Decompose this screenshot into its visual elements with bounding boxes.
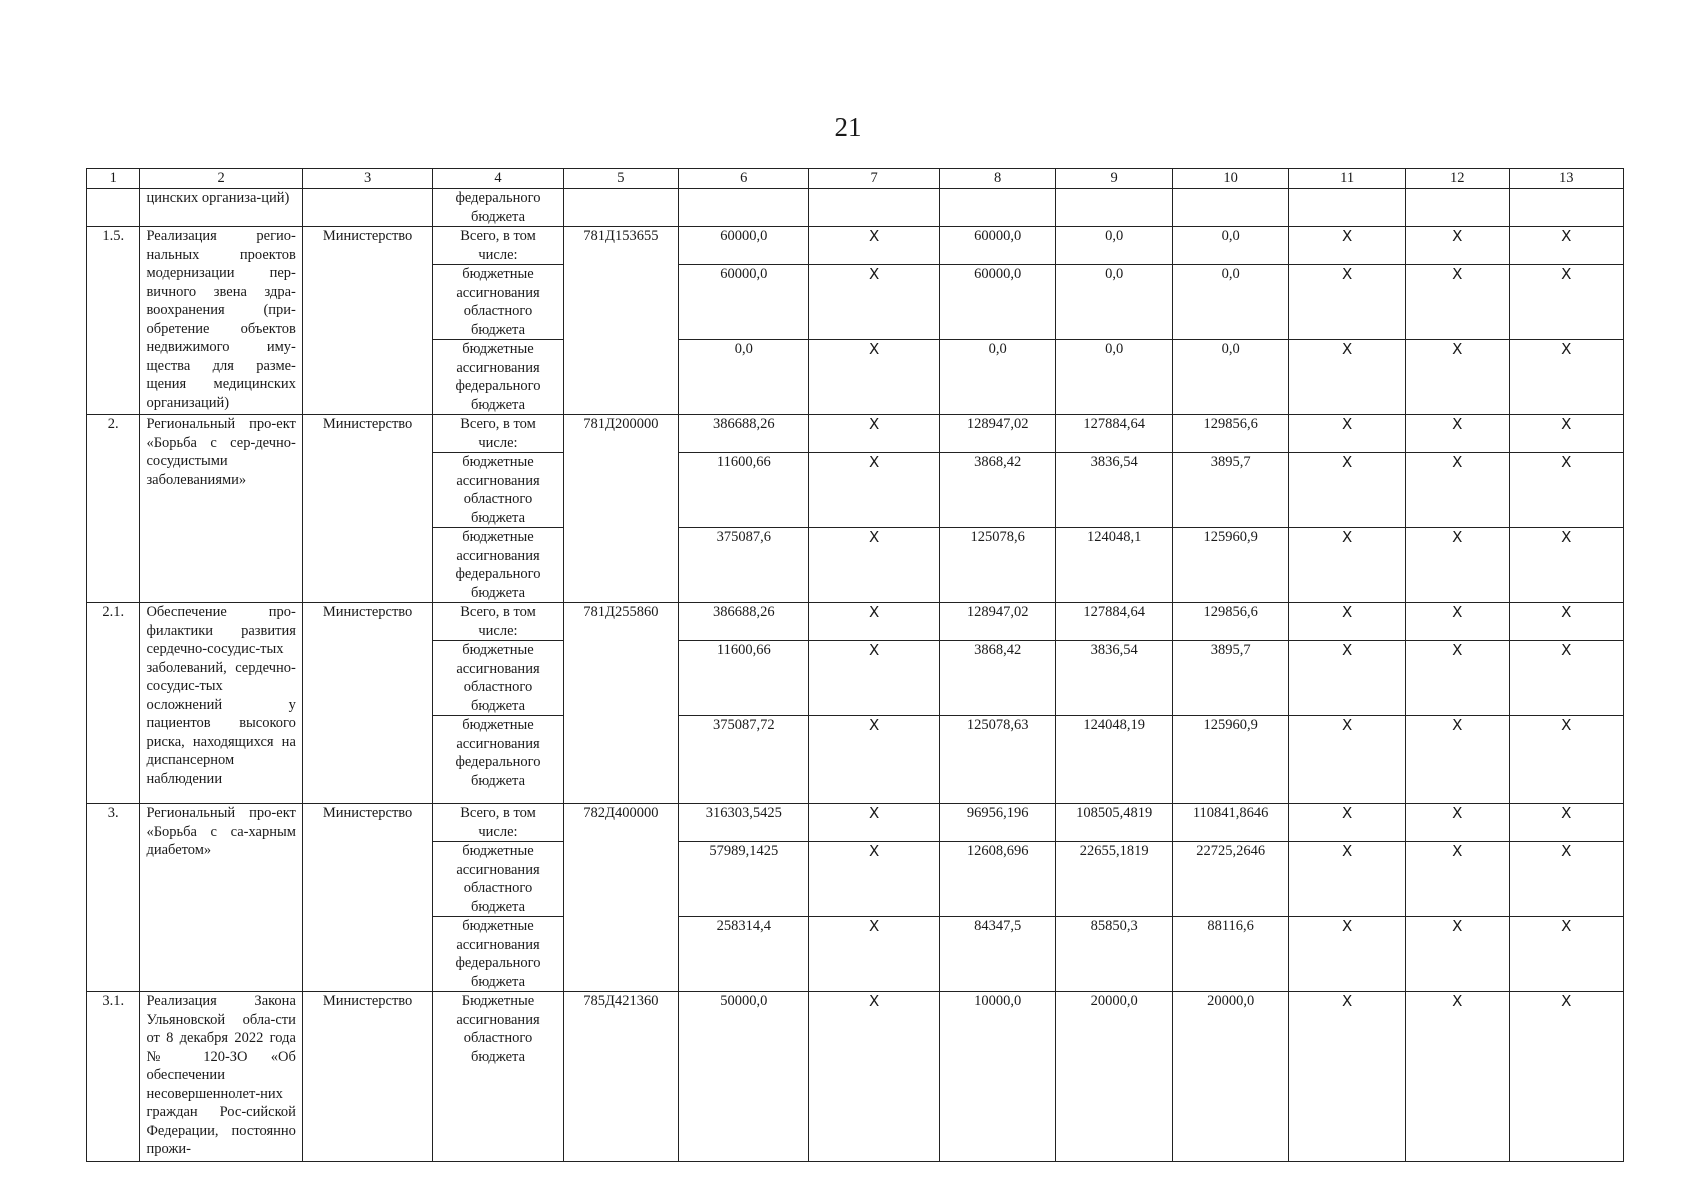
value-cell: X (809, 415, 939, 453)
value-cell: 3836,54 (1056, 453, 1173, 528)
value-cell: 127884,64 (1056, 415, 1173, 453)
value-cell: 375087,6 (679, 528, 809, 603)
value-cell: X (1289, 340, 1406, 415)
funding-source-cell: бюджетные ассигнования федерального бюджета (433, 716, 563, 804)
value-cell: 124048,1 (1056, 528, 1173, 603)
executor-cell: Министерство (302, 227, 432, 415)
value-cell: X (1509, 340, 1623, 415)
value-cell: 60000,0 (939, 265, 1056, 340)
value-cell: 125960,9 (1172, 528, 1289, 603)
item-name-cell: Реализация Закона Ульяновской обла-сти от 8 декабря 2022 года № 120-ЗО «Об обеспечении несовершеннолет-них граждан Рос-сийской Федерации, постоянно прожи- (140, 992, 302, 1162)
page-number: 21 (834, 112, 862, 142)
value-cell (809, 189, 939, 227)
column-number: 6 (679, 169, 809, 189)
value-cell: 0,0 (1172, 227, 1289, 265)
value-cell: 22655,1819 (1056, 842, 1173, 917)
value-cell: 0,0 (1056, 265, 1173, 340)
column-number: 13 (1509, 169, 1623, 189)
value-cell (939, 189, 1056, 227)
value-cell: X (1509, 992, 1623, 1162)
table-row (87, 415, 1624, 453)
value-cell (1405, 189, 1509, 227)
value-cell: X (1405, 453, 1509, 528)
table-row (87, 189, 1624, 227)
value-cell: 11600,66 (679, 453, 809, 528)
value-cell: X (1289, 641, 1406, 716)
item-name-cell: Реализация регио-нальных проектов модернизации пер-вичного звена здра-воохранения (при-обретение объектов недвижимого иму-щества для разме-щения медицинских организаций) (140, 227, 302, 415)
table-row (87, 227, 1624, 265)
funding-source-cell: бюджетные ассигнования федерального бюджета (433, 917, 563, 992)
value-cell: X (1509, 227, 1623, 265)
value-cell: 386688,26 (679, 603, 809, 641)
executor-cell (302, 189, 432, 227)
value-cell: X (1509, 603, 1623, 641)
value-cell: 128947,02 (939, 415, 1056, 453)
value-cell: X (1289, 227, 1406, 265)
value-cell (1509, 189, 1623, 227)
value-cell: 386688,26 (679, 415, 809, 453)
value-cell: X (809, 528, 939, 603)
column-number: 9 (1056, 169, 1173, 189)
budget-code-cell: 782Д400000 (563, 804, 678, 992)
value-cell: X (809, 917, 939, 992)
column-number: 10 (1172, 169, 1289, 189)
value-cell: X (1509, 804, 1623, 842)
value-cell: 60000,0 (679, 265, 809, 340)
budget-code-cell: 781Д255860 (563, 603, 678, 804)
value-cell: 50000,0 (679, 992, 809, 1162)
value-cell: 20000,0 (1056, 992, 1173, 1162)
value-cell: 258314,4 (679, 917, 809, 992)
value-cell: X (1509, 917, 1623, 992)
value-cell: X (1405, 528, 1509, 603)
value-cell: X (809, 716, 939, 804)
value-cell: 11600,66 (679, 641, 809, 716)
item-number-cell: 2.1. (87, 603, 140, 804)
value-cell: 12608,696 (939, 842, 1056, 917)
value-cell: 0,0 (1056, 227, 1173, 265)
funding-source-cell: бюджетные ассигнования областного бюджета (433, 842, 563, 917)
value-cell: 10000,0 (939, 992, 1056, 1162)
value-cell: 129856,6 (1172, 603, 1289, 641)
item-name-cell: Региональный про-ект «Борьба с сер-дечно-сосудистыми заболеваниями» (140, 415, 302, 603)
item-number-cell (87, 189, 140, 227)
value-cell (1289, 189, 1406, 227)
value-cell: X (1405, 716, 1509, 804)
value-cell: 0,0 (1056, 340, 1173, 415)
value-cell: 3895,7 (1172, 453, 1289, 528)
value-cell: X (809, 641, 939, 716)
value-cell: X (1405, 603, 1509, 641)
value-cell: X (1405, 641, 1509, 716)
value-cell: X (809, 804, 939, 842)
value-cell: 108505,4819 (1056, 804, 1173, 842)
value-cell: X (809, 842, 939, 917)
value-cell: X (809, 340, 939, 415)
value-cell: X (1509, 528, 1623, 603)
funding-source-cell: Всего, в том числе: (433, 227, 563, 265)
value-cell: X (1405, 265, 1509, 340)
table-row (87, 992, 1624, 1162)
value-cell: X (1509, 265, 1623, 340)
value-cell: X (809, 265, 939, 340)
table-row (87, 603, 1624, 641)
executor-cell: Министерство (302, 415, 432, 603)
value-cell: X (1289, 716, 1406, 804)
value-cell: 3836,54 (1056, 641, 1173, 716)
value-cell: 110841,8646 (1172, 804, 1289, 842)
column-number: 8 (939, 169, 1056, 189)
value-cell: X (809, 603, 939, 641)
value-cell: 0,0 (1172, 340, 1289, 415)
value-cell: 60000,0 (939, 227, 1056, 265)
value-cell: X (809, 992, 939, 1162)
value-cell: 0,0 (1172, 265, 1289, 340)
value-cell: 125078,6 (939, 528, 1056, 603)
value-cell: X (1289, 842, 1406, 917)
value-cell: X (1509, 453, 1623, 528)
value-cell: 128947,02 (939, 603, 1056, 641)
value-cell: X (1509, 842, 1623, 917)
value-cell: X (1289, 917, 1406, 992)
value-cell: X (1405, 227, 1509, 265)
funding-source-cell: федерального бюджета (433, 189, 563, 227)
value-cell: 20000,0 (1172, 992, 1289, 1162)
value-cell: X (1405, 917, 1509, 992)
item-name-cell: цинских организа-ций) (140, 189, 302, 227)
column-number: 7 (809, 169, 939, 189)
value-cell: 60000,0 (679, 227, 809, 265)
column-number: 5 (563, 169, 678, 189)
funding-source-cell: бюджетные ассигнования федерального бюджета (433, 528, 563, 603)
item-name-cell: Региональный про-ект «Борьба с са-харным диабетом» (140, 804, 302, 992)
value-cell: 3868,42 (939, 453, 1056, 528)
value-cell: 57989,1425 (679, 842, 809, 917)
value-cell: X (1289, 453, 1406, 528)
value-cell: 124048,19 (1056, 716, 1173, 804)
value-cell: 22725,2646 (1172, 842, 1289, 917)
value-cell (1056, 189, 1173, 227)
item-name-cell: Обеспечение про-филактики развития сердечно-сосудис-тых заболеваний, сердечно-сосудис-тых осложнений у пациентов высокого риска, находящихся на диспансерном наблюдении (140, 603, 302, 804)
value-cell: X (1509, 716, 1623, 804)
value-cell: X (1289, 603, 1406, 641)
value-cell: X (1289, 992, 1406, 1162)
item-number-cell: 3. (87, 804, 140, 992)
item-number-cell: 2. (87, 415, 140, 603)
budget-code-cell: 781Д200000 (563, 415, 678, 603)
value-cell: 85850,3 (1056, 917, 1173, 992)
budget-code-cell (563, 189, 678, 227)
value-cell: X (1405, 415, 1509, 453)
item-number-cell: 3.1. (87, 992, 140, 1162)
value-cell: 316303,5425 (679, 804, 809, 842)
value-cell: X (1509, 641, 1623, 716)
item-number-cell: 1.5. (87, 227, 140, 415)
budget-code-cell: 781Д153655 (563, 227, 678, 415)
value-cell: 0,0 (679, 340, 809, 415)
value-cell: X (1405, 340, 1509, 415)
funding-source-cell: Бюджетные ассигнования областного бюджета (433, 992, 563, 1162)
value-cell: X (1289, 528, 1406, 603)
value-cell: 3868,42 (939, 641, 1056, 716)
value-cell: X (1509, 415, 1623, 453)
value-cell: X (1405, 804, 1509, 842)
table-row (87, 804, 1624, 842)
value-cell: 375087,72 (679, 716, 809, 804)
funding-source-cell: бюджетные ассигнования областного бюджета (433, 453, 563, 528)
column-number-row (87, 169, 1624, 189)
funding-source-cell: бюджетные ассигнования федерального бюджета (433, 340, 563, 415)
value-cell: 3895,7 (1172, 641, 1289, 716)
value-cell: 0,0 (939, 340, 1056, 415)
funding-source-cell: Всего, в том числе: (433, 804, 563, 842)
value-cell: 84347,5 (939, 917, 1056, 992)
funding-source-cell: бюджетные ассигнования областного бюджета (433, 641, 563, 716)
column-number: 11 (1289, 169, 1406, 189)
value-cell: 96956,196 (939, 804, 1056, 842)
value-cell: X (809, 453, 939, 528)
column-number: 1 (87, 169, 140, 189)
column-number: 3 (302, 169, 432, 189)
funding-source-cell: Всего, в том числе: (433, 415, 563, 453)
funding-source-cell: Всего, в том числе: (433, 603, 563, 641)
value-cell: X (1289, 415, 1406, 453)
executor-cell: Министерство (302, 992, 432, 1162)
column-number: 12 (1405, 169, 1509, 189)
value-cell: 88116,6 (1172, 917, 1289, 992)
budget-code-cell: 785Д421360 (563, 992, 678, 1162)
value-cell: X (1289, 804, 1406, 842)
value-cell: X (1405, 842, 1509, 917)
value-cell: X (1289, 265, 1406, 340)
executor-cell: Министерство (302, 804, 432, 992)
value-cell: 129856,6 (1172, 415, 1289, 453)
value-cell: 125078,63 (939, 716, 1056, 804)
value-cell: 125960,9 (1172, 716, 1289, 804)
value-cell: X (1405, 992, 1509, 1162)
funding-source-cell: бюджетные ассигнования областного бюджета (433, 265, 563, 340)
column-number: 2 (140, 169, 302, 189)
value-cell (679, 189, 809, 227)
value-cell: 127884,64 (1056, 603, 1173, 641)
value-cell: X (809, 227, 939, 265)
value-cell (1172, 189, 1289, 227)
executor-cell: Министерство (302, 603, 432, 804)
budget-table (86, 168, 1624, 1162)
column-number: 4 (433, 169, 563, 189)
